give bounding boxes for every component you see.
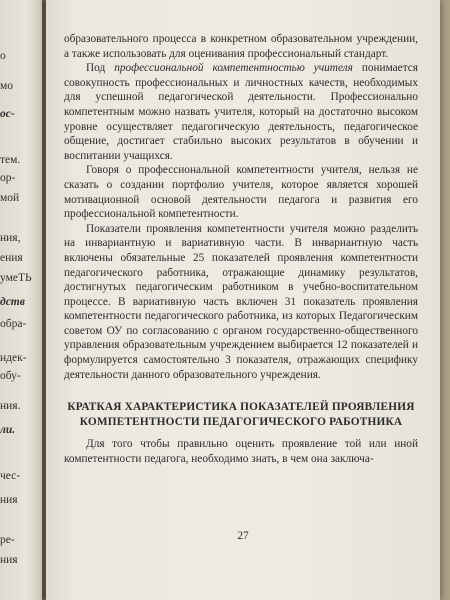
section-heading: КРАТКАЯ ХАРАКТЕРИСТИКА ПОКАЗАТЕЛЕЙ ПРОЯВЛЕНИЯ КОМПЕТЕНТНОСТИ ПЕДАГОГИЧЕСКОГО РАБОТНИКА (67, 401, 415, 428)
left-page-fragment: ндек- (0, 352, 27, 364)
paragraph-4-text: Показатели проявления компетентности учителя можно разделить на инвариантную и вариативную части. В инвариантную часть включены обязательные 25 показателей проявления компетентности педагогического работника, отражающие динамику результатов, достигнутых педагогическим работником в учебно-воспитательном процессе. В вариативную часть включен 31 показатель проявления компетентности педагогического работника, из которых Педагогическим советом ОУ по согласованию с органом государственно-общественного управления образовательным учреждением выбирается 12 показателей и формулируется самостоятельно 3 показателя, отражающих специфику деятельности данного образовательного учреждения. (64, 222, 418, 381)
paragraph-2-text: понимается совокупность профессиональных и личностных качеств, необходимых для успешной педагогической деятельности. Профессионально компетентным можно назвать учителя, который на достаточно высоком уровне осуществляет педагогическую деятельность, педагогическое общение, достигает стабильно высоких результатов в обучении и воспитании учащихся. (64, 62, 418, 162)
paragraph-5-text: Для того чтобы правильно оценить проявление той или иной компетентности педагога, необходимо знать, в чем она заключа- (64, 438, 418, 466)
paragraph-2 (64, 61, 418, 163)
paragraph-1-text: образовательного процесса в конкретном образовательном учреждении, а также использовать для оценивания профессиональный стандарт. (64, 33, 418, 60)
page-body-text (64, 32, 418, 467)
page-number: 27 (237, 530, 249, 542)
left-page-fragment: ния (0, 494, 18, 506)
left-page-fragment: ния. (0, 400, 21, 412)
paragraph-2-lead: Под (86, 62, 115, 75)
left-page-fragment: ения (0, 252, 23, 264)
left-page-fragment: ния (0, 554, 18, 566)
left-page-fragment: обу- (0, 370, 21, 382)
left-page-fragment: ос- (0, 108, 15, 120)
book-page (46, 0, 440, 600)
left-page-fragment: дств (0, 296, 25, 308)
left-page-edge (0, 0, 42, 600)
paragraph-1 (64, 32, 418, 61)
paragraph-2-emphasis: профессиональной компетентностью учителя (114, 62, 353, 75)
left-page-fragment: ли. (0, 424, 16, 436)
left-page-fragment: ор- (0, 172, 16, 184)
paragraph-3 (64, 163, 418, 221)
left-page-fragment: обра- (0, 318, 27, 330)
left-page-fragment: умеТЬ (0, 272, 32, 284)
left-page-fragment: ре- (0, 534, 15, 546)
left-page-fragment: о (0, 50, 6, 62)
left-page-fragment: тем. (0, 154, 21, 166)
paragraph-5 (64, 437, 418, 466)
paragraph-4 (64, 222, 418, 383)
paragraph-3-text: Говоря о профессиональной компетентности учителя, нельзя не сказать о создании портфолио учителя, которое является хорошей мотивационной основой деятельности педагога и развития его профессиональной компетентности. (64, 164, 418, 221)
left-page-fragment: чес- (0, 470, 21, 482)
left-page-fragment: ния, (0, 232, 21, 244)
left-page-fragment: мой (0, 192, 20, 204)
left-page-fragment: мо (0, 80, 14, 92)
